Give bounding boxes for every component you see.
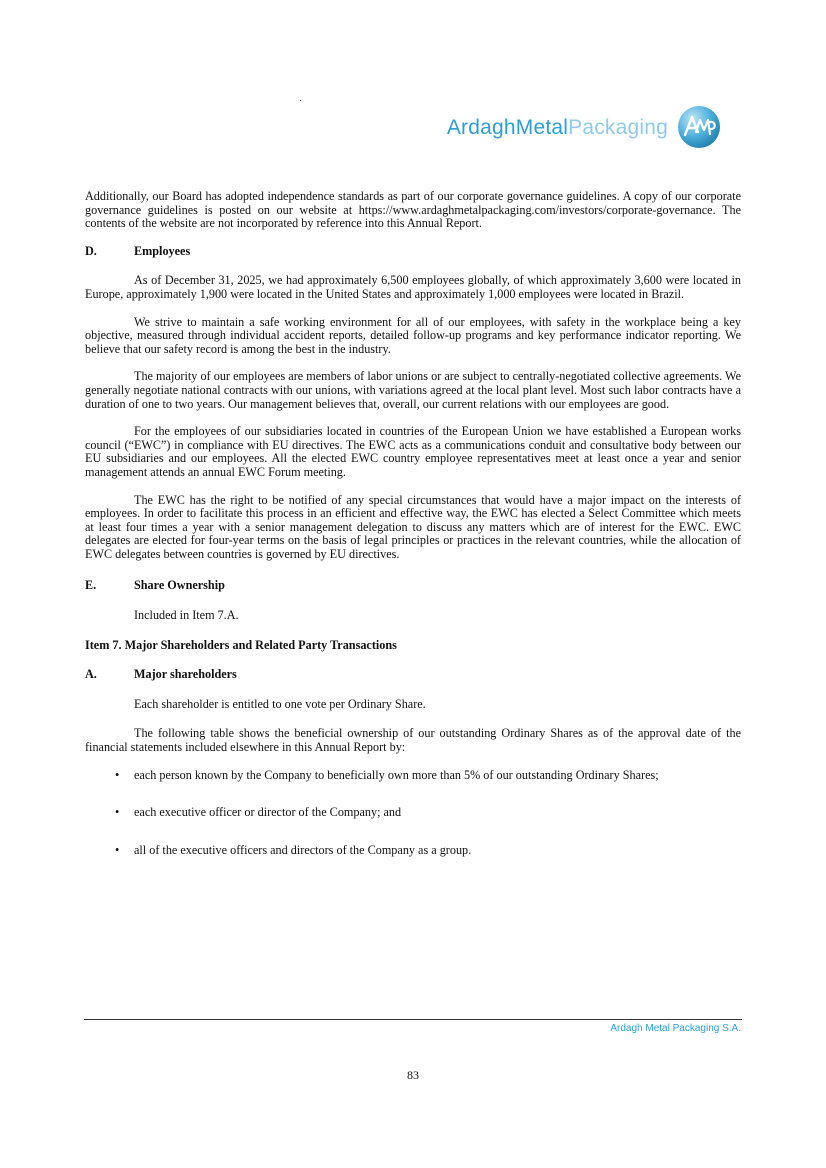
logo-word-light: Packaging xyxy=(568,115,668,139)
stray-mark xyxy=(300,100,301,101)
paragraph: Each shareholder is entitled to one vote per Ordinary Share. xyxy=(134,696,426,711)
amp-logo-icon xyxy=(676,104,722,150)
logo-wordmark xyxy=(447,117,668,138)
paragraph: As of December 31, 2025, we had approximately 6,500 employees globally, of which approximately 3,600 were located in Europe, approximately 1,900 were located in the United States and approximately 1,000 employees were located in Brazil. xyxy=(85,273,741,301)
list-item xyxy=(85,806,741,820)
paragraph: The majority of our employees are members of labor unions or are subject to centrally-negotiated collective agreements. We generally negotiate national contracts with our unions, with variations agreed at the local plant level. Most such labor contracts have a duration of one to two years. Our management believes that, overall, our current relations with our employees are good. xyxy=(85,369,741,411)
list-item-text: all of the executive officers and directors of the Company as a group. xyxy=(134,842,472,857)
list-item xyxy=(85,769,741,783)
bullet-icon: • xyxy=(115,767,120,782)
intro-paragraph: Additionally, our Board has adopted independence standards as part of our corporate governance guidelines. A copy of our corporate governance guidelines is posted on our website at https://www.ardaghmetalpackaging.com/investors/corporate-governance. The contents of the website are not incorporated by reference into this Annual Report. xyxy=(85,189,741,231)
footer-divider xyxy=(84,1019,742,1020)
logo-word-main: ArdaghMetal xyxy=(446,115,569,139)
list-item xyxy=(85,844,741,858)
list-item-text: each person known by the Company to beneficially own more than 5% of our outstanding Ordinary Shares; xyxy=(134,767,659,782)
bullet-icon: • xyxy=(115,842,120,857)
bullet-icon: • xyxy=(115,805,120,820)
section-title: Share Ownership xyxy=(134,578,225,593)
section-d-heading xyxy=(85,245,741,259)
section-e-text: Included in Item 7.A. xyxy=(134,608,239,623)
section-e-heading xyxy=(85,579,741,593)
footer-company-name: Ardagh Metal Packaging S.A. xyxy=(610,1023,741,1034)
section-number: A. xyxy=(85,667,97,682)
section-number: E. xyxy=(85,578,97,593)
main-content xyxy=(85,190,741,881)
paragraph: The following table shows the beneficial ownership of our outstanding Ordinary Shares as of the approval date of the financial statements included elsewhere in this Annual Report by: xyxy=(85,726,741,755)
section-title: Employees xyxy=(134,243,191,258)
paragraph: For the employees of our subsidiaries located in countries of the European Union we have established a European works council (“EWC”) in compliance with EU directives. The EWC acts as a communications conduit and consultative body between our EU subsidiaries and our employees. All the elected EWC country employee representatives meet at least once a year and senior management attends an annual EWC Forum meeting. xyxy=(85,424,741,479)
page-number: 83 xyxy=(407,1068,419,1082)
item-7-heading: Item 7. Major Shareholders and Related Party Transactions xyxy=(85,637,397,652)
list-item-text: each executive officer or director of the Company; and xyxy=(134,805,402,820)
company-logo xyxy=(447,104,722,150)
section-title: Major shareholders xyxy=(134,667,237,682)
paragraph: The EWC has the right to be notified of any special circumstances that would have a major impact on the interests of employees. In order to facilitate this process in an efficient and effective way, the EWC has elected a Select Committee which meets at least four times a year with a senior management delegation to discuss any matters which are of interest for the EWC. EWC delegates are elected for four-year terms on the basis of legal principles or practices in the relevant countries, while the allocation of EWC delegates between countries is governed by EU directives. xyxy=(85,492,741,561)
section-number: D. xyxy=(85,243,97,258)
paragraph: We strive to maintain a safe working environment for all of our employees, with safety in the workplace being a key objective, measured through individual accident reports, detailed follow-up programs and key performance indicator reporting. We believe that our safety record is among the best in the industry. xyxy=(85,314,741,356)
section-a-heading xyxy=(85,668,741,682)
bullet-list xyxy=(85,769,741,858)
